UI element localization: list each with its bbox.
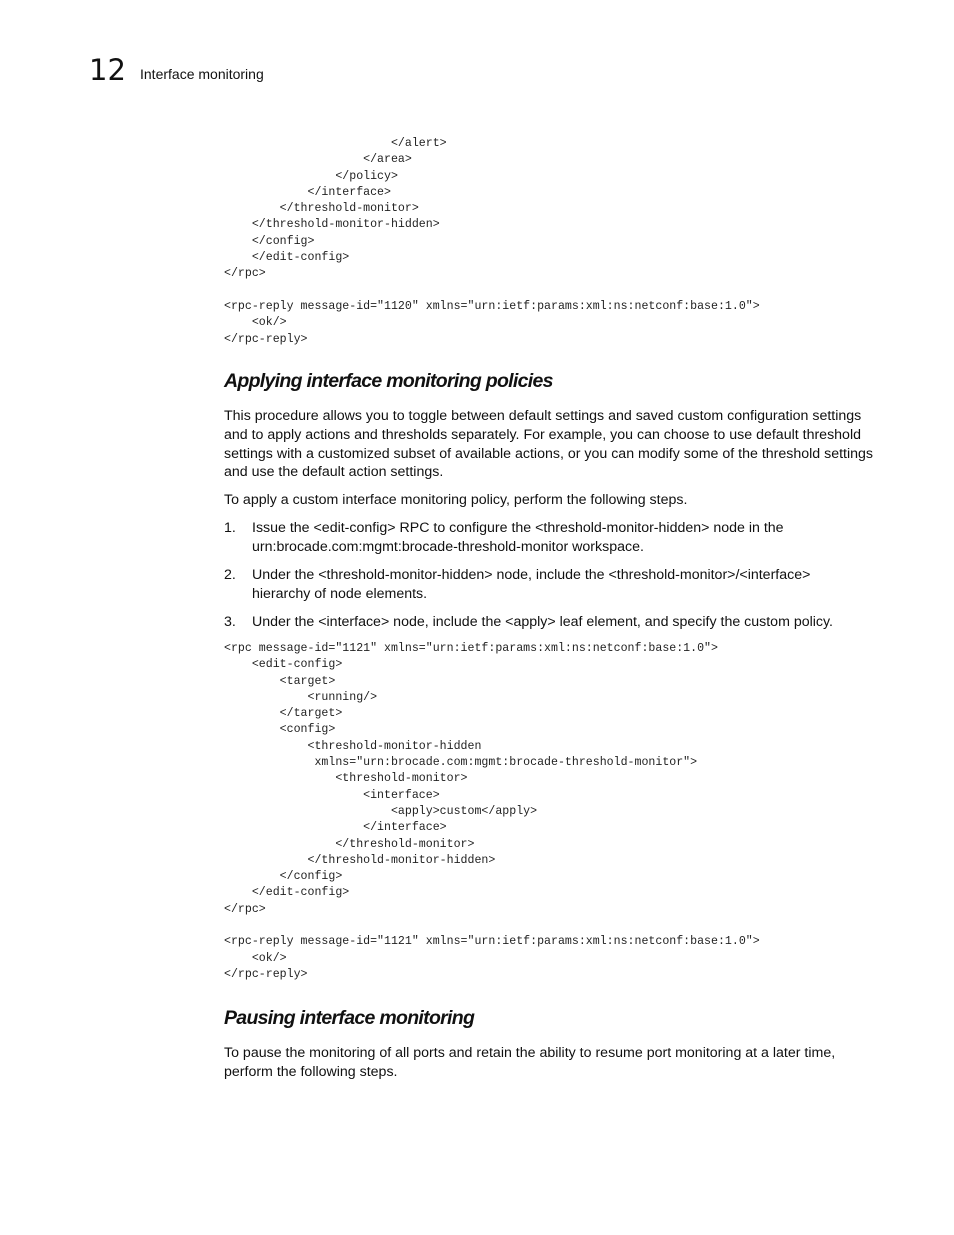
code-line: <interface> [224,788,440,802]
code-line: </edit-config> [224,251,350,265]
code-line: <apply>custom</apply> [224,804,538,818]
code-block-rpc-end [224,136,760,348]
code-block-apply-custom [224,641,760,983]
code-line: </rpc> [224,267,266,281]
code-line: </alert> [224,137,447,150]
step-text: Under the <threshold-monitor-hidden> node, include the <threshold-monitor>/<interface> hierarchy of node elements. [252,567,811,602]
code-line: <ok/> [224,951,287,965]
paragraph-steps-lead: To apply a custom interface monitoring policy, perform the following steps. [224,492,688,508]
code-line: </rpc-reply> [224,967,308,981]
code-line: </target> [224,707,343,721]
code-line: <edit-config> [224,658,343,672]
step-number: 3. [224,614,236,630]
code-line: </policy> [224,169,398,183]
code-line: <rpc-reply message-id="1120" xmlns="urn:ietf:params:xml:ns:netconf:base:1.0"> [224,299,760,313]
code-line: xmlns="urn:brocade.com:mgmt:brocade-threshold-monitor"> [224,756,698,770]
paragraph-intro: This procedure allows you to toggle between default settings and saved custom configuration settings and to apply actions and thresholds separately. For example, you can choose to use default threshold settings with a customized subset of available actions, or you can modify some of the threshold settings and use the default action settings. [224,408,874,481]
code-line: <rpc message-id="1121" xmlns="urn:ietf:params:xml:ns:netconf:base:1.0"> [224,642,718,655]
code-line [224,283,760,299]
step-number: 1. [224,520,236,536]
chapter-number: 12 [89,53,126,87]
code-line: </threshold-monitor-hidden> [224,853,496,867]
code-line: </interface> [224,821,447,835]
section-heading-applying-policies: Applying interface monitoring policies [224,370,553,392]
section-heading-pausing: Pausing interface monitoring [224,1007,475,1029]
code-line: <threshold-monitor> [224,772,468,786]
code-line: <running/> [224,690,378,704]
code-line: </threshold-monitor> [224,837,475,851]
step-text: Issue the <edit-config> RPC to configure the <threshold-monitor-hidden> node in the urn:brocade.com:mgmt:brocade-threshold-monitor workspace. [252,520,784,555]
paragraph-pausing: To pause the monitoring of all ports and retain the ability to resume port monitoring at a later time, perform the following steps. [224,1045,836,1080]
code-line: <target> [224,674,336,688]
code-line: </threshold-monitor> [224,202,419,216]
code-line: </interface> [224,185,391,199]
code-line: </threshold-monitor-hidden> [224,218,440,232]
code-line: <threshold-monitor-hidden [224,739,482,753]
chapter-title: Interface monitoring [140,66,264,82]
code-line [224,918,760,934]
step-number: 2. [224,567,236,583]
code-line: </area> [224,153,412,167]
code-line: <config> [224,723,336,737]
code-line: <rpc-reply message-id="1121" xmlns="urn:ietf:params:xml:ns:netconf:base:1.0"> [224,935,760,949]
code-line: </config> [224,870,343,884]
code-line: </rpc-reply> [224,332,308,346]
code-line: </config> [224,234,315,248]
code-line: </rpc> [224,902,266,916]
step-text: Under the <interface> node, include the <apply> leaf element, and specify the custom policy. [252,614,833,630]
code-line: </edit-config> [224,886,350,900]
code-line: <ok/> [224,316,287,330]
